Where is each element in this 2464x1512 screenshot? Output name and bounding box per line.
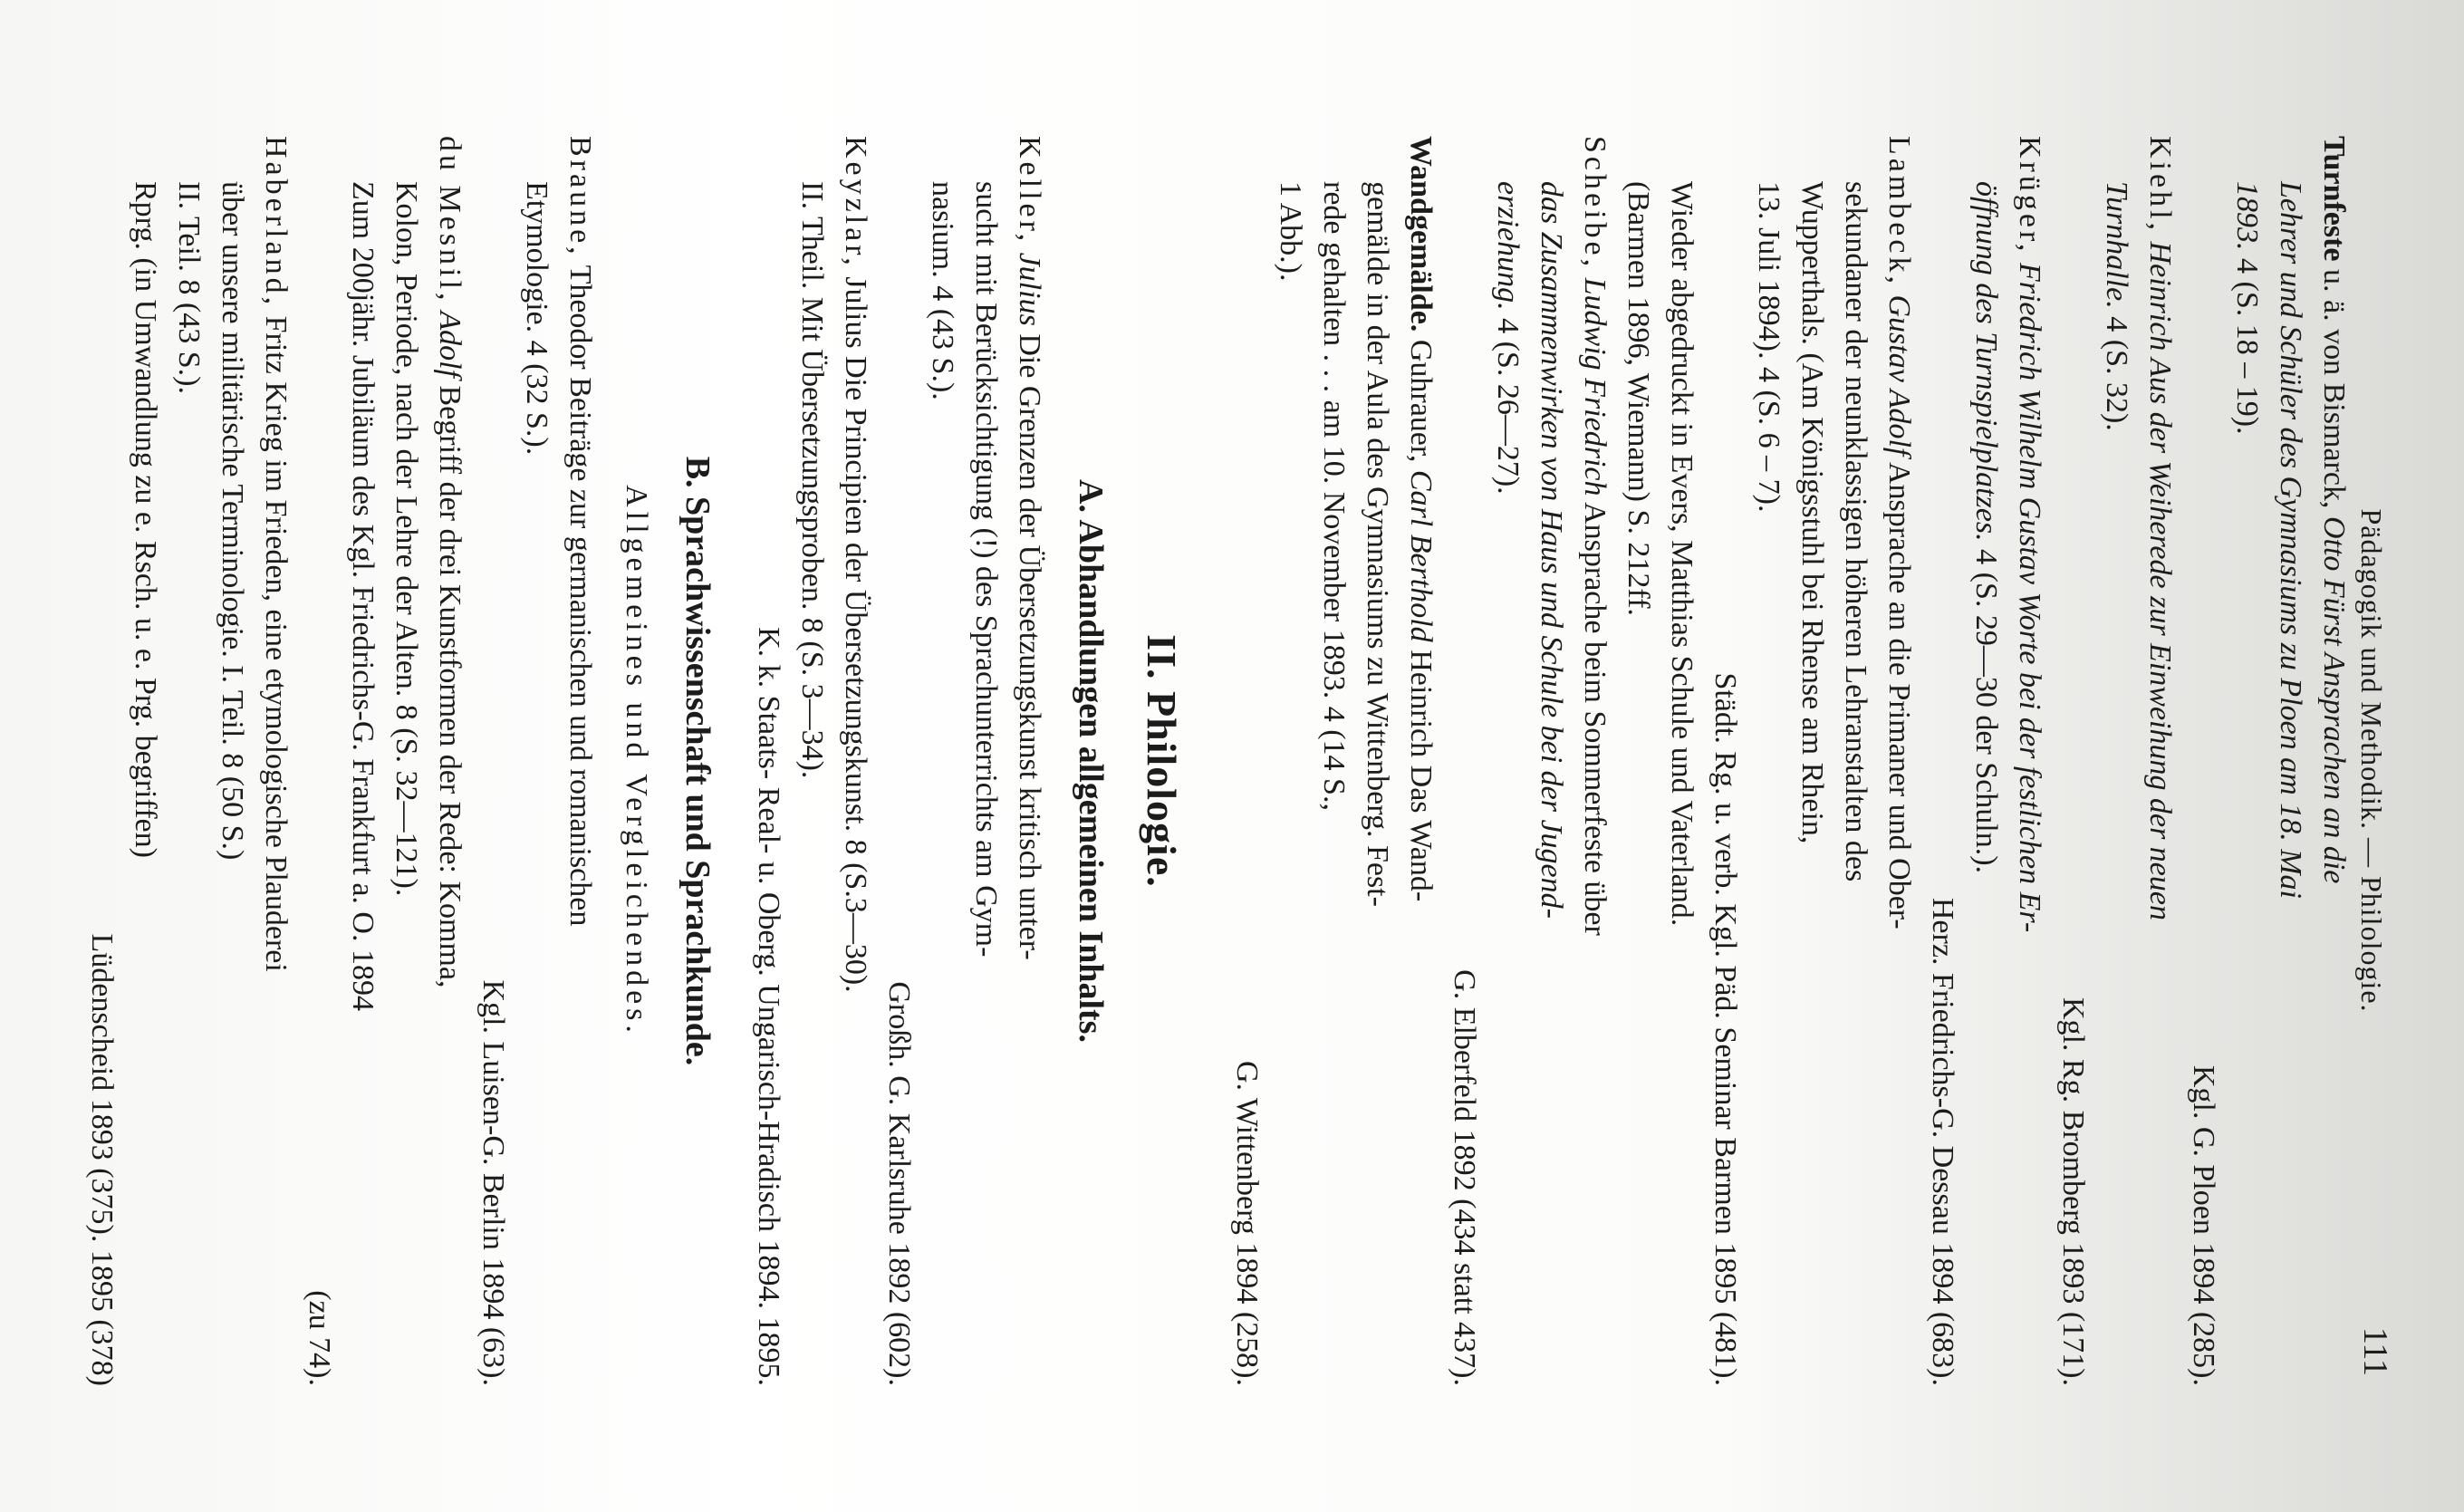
entry-line: Zum 200jähr. Jubiläum des Kgl. Friedrichs-G. Frankfurt a. O. 1894 <box>346 181 380 1011</box>
entry-du-mesnil <box>297 136 471 1386</box>
entry-line: Etymologie. 4 (32 S.). <box>520 181 553 456</box>
entry-line: sekundaner der neunklassigen höheren Lehranstalten des <box>1839 181 1872 882</box>
entry-lead: Lambeck, <box>1882 136 1916 287</box>
entry-line: 13. Juli 1894). 4 (S. 6 – 7). <box>1752 181 1785 513</box>
entry-author-name: Gustav Adolf <box>1882 287 1916 457</box>
entry-school: Kgl. Rg. Bromberg 1893 (171). <box>2056 997 2090 1386</box>
entry-title: Otto Fürst Ansprachen an die <box>2317 515 2351 884</box>
entry-kiehl <box>2051 136 2181 1386</box>
subsection-a-title: A. Abhandlungen allgemeinen Inhalts. <box>1072 479 1110 1043</box>
entry-author-name: Ludwig Friedrich <box>1578 270 1612 496</box>
entry-turnfeste <box>2181 136 2355 1386</box>
entry-line: II. Teil. 8 (43 S.). <box>172 181 206 394</box>
entry-title: Theodor Beiträge zur germanischen und romanischen <box>563 257 597 927</box>
entry-school: Herz. Friedrichs-G. Dessau 1894 (683). <box>1926 897 1959 1386</box>
page-number: 111 <box>2356 1326 2394 1376</box>
entry-haberland <box>80 136 297 1386</box>
entry-lead: Keller, <box>1013 136 1046 246</box>
entry-krueger <box>1920 136 2051 1386</box>
entry-line: 1 Abb.). <box>1274 181 1307 282</box>
entry-lead: Haberland, <box>259 136 293 309</box>
entry-title-cont: Lehrer und Schüler des Gymnasiums zu Ploen am 18. Mai <box>2274 181 2307 899</box>
entry-note: Wieder abgedruckt in Evers, Matthias Schule und Vaterland. <box>1665 181 1699 927</box>
entry-format: 4 (S. 29—30 der Schuln.). <box>1969 541 2003 874</box>
entry-line: sucht mit Berücksichtigung (!) des Sprachunterrichts am Gym- <box>969 181 1003 958</box>
entry-title: Friedrich Wilhelm Gustav Worte bei der festlichen Er- <box>2013 255 2046 933</box>
entry-title: Ansprache beim Sommerfeste über <box>1578 496 1612 936</box>
entry-school: (zu 74). <box>303 1290 336 1386</box>
entry-author-name: Carl Berthold <box>1404 469 1438 642</box>
entry-lead: Scheibe, <box>1578 136 1612 271</box>
entry-keller <box>877 136 1051 1386</box>
spaced-heading: Allgemeines und Vergleichendes. <box>620 485 653 1037</box>
entry-school: Städt. Rg. u. verb. Kgl. Päd. Seminar Barmen 1895 (481). <box>1708 672 1742 1386</box>
entry-title-cont: öffnung des Turnspielplatzes. <box>1969 181 2003 542</box>
entry-title: Begriff der drei Kunstformen der Rede: Komma, <box>433 378 467 988</box>
entry-format: 4 (S. 26—27). <box>1491 310 1525 495</box>
section-title: II. Philologie. <box>1139 634 1185 888</box>
entry-lead: Turnfeste <box>2317 136 2351 262</box>
entry-author-name: Adolf <box>433 303 467 378</box>
entry-note: (Barmen 1896, Wiemann) S. 212ff. <box>1622 181 1655 616</box>
entry-format: 4 (S. 18 – 19). <box>2230 250 2264 435</box>
entry-line: Kolon, Periode, nach der Lehre der Alten. 8 (S. 32—121). <box>390 181 423 897</box>
entry-title: Heinrich Das Wand- <box>1404 641 1438 902</box>
entry-school: Lüdenscheid 1893 (375). 1895 (378) <box>85 933 119 1386</box>
entry-title: Die Grenzen der Übersetzungskunst kritisch unter- <box>1013 325 1046 960</box>
entry-format: 4 (S. 32). <box>2100 308 2133 431</box>
entry-title: Fritz Krieg im Frieden, eine etymologische Plauderei <box>259 308 293 972</box>
entry-school: G. Elberfeld 1892 (434 statt 437). <box>1448 969 1481 1386</box>
entry-title-cont: Turnhalle. <box>2100 181 2133 309</box>
entry-lead: du Mesnil, <box>433 136 467 304</box>
entry-line: rede gehalten . . . am 10. November 1893. 4 (14 S., <box>1317 181 1351 811</box>
entry-line: gemälde in der Aula des Gymnasiums zu Wittenberg. Fest- <box>1361 181 1394 907</box>
entry-school: G. Wittenberg 1894 (258). <box>1230 1060 1264 1386</box>
entry-lead: Braune, <box>563 136 597 258</box>
running-head: Pädagogik und Methodik. — Philologie. <box>2355 508 2388 1013</box>
entry-lead: Wandgemälde. <box>1404 136 1438 332</box>
entry-school: Kgl. G. Ploen 1894 (285). <box>2187 1064 2220 1386</box>
entry-keyzlar <box>746 136 877 1386</box>
entry-title-cont: erziehung. <box>1491 181 1525 311</box>
entry-title: Julius Die Principien der Übersetzungskunst. 8 (S.3—30). <box>839 268 872 993</box>
entry-braune <box>471 136 602 1386</box>
entry-line: II. Theil. Mit Übersetzungsproben. 8 (S. 3—34). <box>795 181 829 779</box>
entry-title: Heinrich Aus der Weiherede zur Einweihung der neuen <box>2143 234 2177 920</box>
entry-scheibe <box>1442 136 1616 1386</box>
entry-line: Wupperthals. (Am Königsstuhl bei Rhense am Rhein, <box>1795 181 1829 844</box>
entry-lead: Keyzlar, <box>839 136 872 269</box>
entry-school: Kgl. Luisen-G. Berlin 1894 (63). <box>476 979 510 1386</box>
entry-wandgemaelde <box>1225 136 1442 1386</box>
entry-author-name: Julius <box>1013 245 1046 326</box>
entry-title: Ansprache an die Primaner und Ober- <box>1882 456 1916 929</box>
entry-lambeck <box>1616 136 1920 1386</box>
entry-lead: Kiehl, <box>2143 136 2177 235</box>
entry-school: Großh. G. Karlsruhe 1892 (602). <box>882 981 916 1386</box>
entry-author: Guhrauer, <box>1404 332 1438 470</box>
entry-line: nasium. 4 (43 S.). <box>926 181 959 400</box>
entry-school: K. k. Staats- Real- u. Oberg. Ungarisch-Hradisch 1894. 1895. <box>752 627 785 1386</box>
entry-line: über unsere militärische Terminologie. I. Teil. 8 (50 S.) <box>216 181 249 861</box>
entry-title-cont: das Zusammenwirken von Haus und Schule bei der Jugend- <box>1535 181 1568 919</box>
entry-year: 1893. <box>2230 181 2264 251</box>
entry-line: Rprg. (in Umwandlung zu e. Rsch. u. e. Prg. begriffen) <box>129 181 162 858</box>
entry-text: u. ä. von Bismarck, <box>2317 261 2351 516</box>
subsection-b-title: B. Sprachwissenschaft und Sprachkunde. <box>679 456 717 1066</box>
entry-lead: Krüger, <box>2013 136 2046 255</box>
text-block <box>80 136 2355 1386</box>
